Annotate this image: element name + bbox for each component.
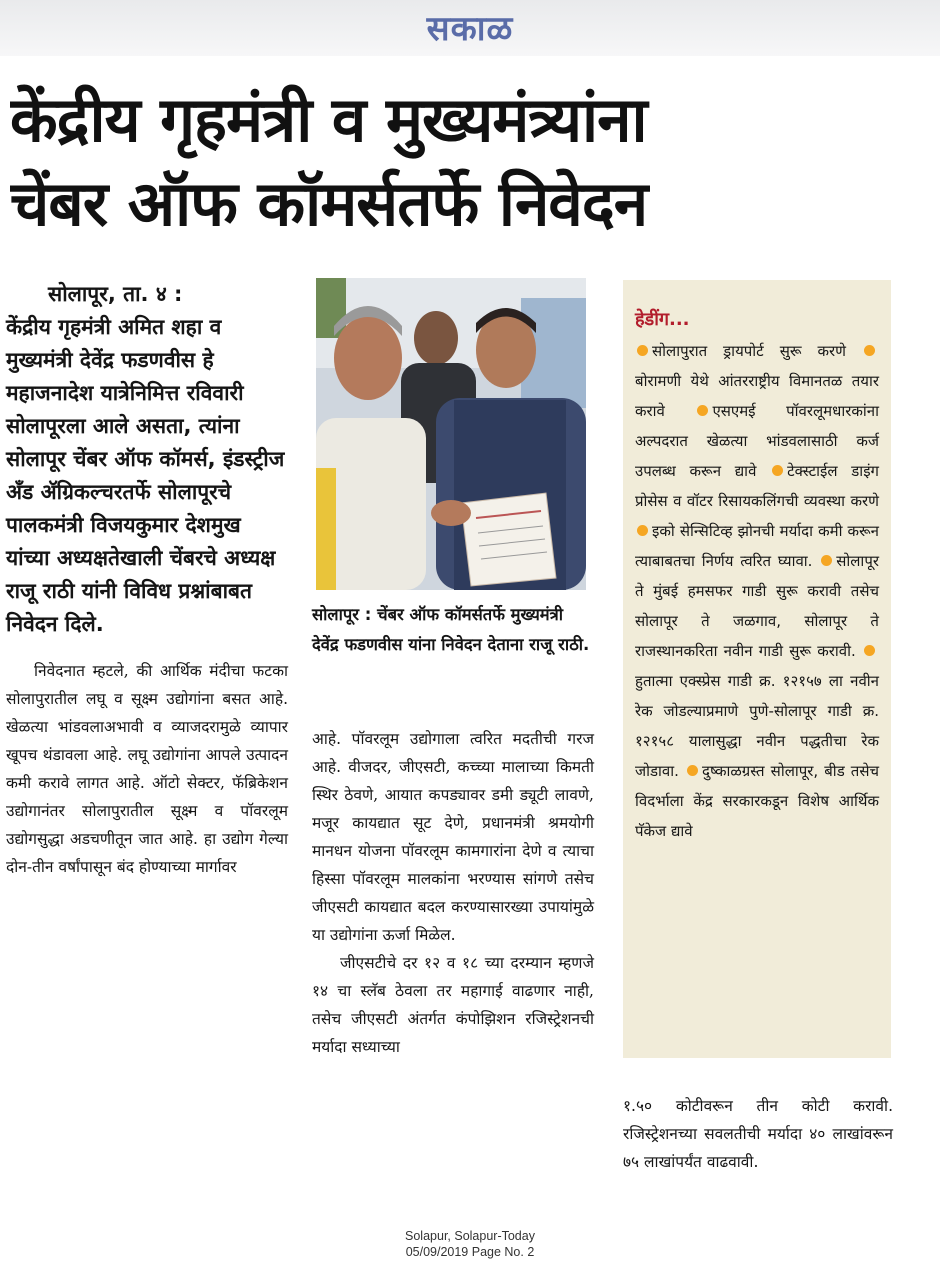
page-footer (0, 1228, 940, 1260)
footer-edition: Solapur, Solapur-Today (405, 1229, 535, 1243)
demands-box (623, 280, 891, 1058)
photo-illustration (316, 278, 586, 590)
bullet-dot-icon (687, 765, 698, 776)
bullet-dot-icon (821, 555, 832, 566)
newspaper-masthead: सकाळ (426, 9, 514, 49)
box-item: इको सेन्सिटिव्ह झोनची मर्यादा कमी करून त्याबाबतचा निर्णय त्वरित घ्यावा. (635, 522, 879, 570)
box-item: सोलापूर ते मुंबई हमसफर गाडी सुरू करावी तसेच सोलापूर ते जळगाव, सोलापूर ते राजस्थानकरिता नवीन गाडी सुरू करावी. (635, 552, 879, 660)
photo-caption: सोलापूर : चेंबर ऑफ कॉमर्सतर्फे मुख्यमंत्री देवेंद्र फडणवीस यांना निवेदन देताना राजू राठी. (312, 605, 590, 654)
lead-text: केंद्रीय गृहमंत्री अमित शहा व मुख्यमंत्री देवेंद्र फडणवीस हे महाजनादेश यात्रेनिमित्त रविवारी सोलापूरला आले असता, त्यांना सोलापूर चेंबर ऑफ कॉमर्स, इंडस्ट्रीज अँड ॲग्रिकल्चरतर्फे सोलापूरचे पालकमंत्री विजयकुमार देशमुख यांच्या अध्यक्षतेखाली चेंबरचे अध्यक्ष राजू राठी यांनी विविध प्रश्नांबाबत निवेदन दिले. (6, 315, 285, 636)
headline (10, 78, 930, 246)
news-photo (316, 278, 586, 590)
bullet-dot-icon (864, 345, 875, 356)
headline-line-2: चेंबर ऑफ कॉमर्सतर्फे निवेदन (10, 167, 648, 240)
box-item: दुष्काळग्रस्त सोलापूर, बीड तसेच विदर्भाला केंद्र सरकारकडून विशेष आर्थिक पॅकेज द्यावे (635, 762, 879, 840)
body-mid-paragraph-2: जीएसटीचे दर १२ व १८ च्या दरम्यान म्हणजे १४ चा स्लॅब ठेवला तर महागाई वाढणार नाही, तसेच जीएसटी अंतर्गत कंपोझिशन रजिस्ट्रेशनची मर्यादा सध्याच्या (312, 954, 594, 1056)
body-right-paragraph: १.५० कोटीवरून तीन कोटी करावी. रजिस्ट्रेशनच्या सवलतीची मर्यादा ४० लाखांवरून ७५ लाखांपर्यंत वाढवावी. (623, 1097, 893, 1171)
bullet-dot-icon (772, 465, 783, 476)
box-item: टेक्स्टाईल डाइंग प्रोसेस व वॉटर रिसायकलिंगची व्यवस्था करणे (635, 462, 879, 510)
body-left-paragraph: निवेदनात म्हटले, की आर्थिक मंदीचा फटका सोलापुरातील लघू व सूक्ष्म उद्योगांना बसत आहे. खेळत्या भांडवलाअभावी व व्याजदरामुळे व्यापार खूपच थंडावला आहे. लघू उद्योगांना आपले उत्पादन कमी करावे लागत आहे. ऑटो सेक्टर, फॅब्रिकेशन उद्योगानंतर सोलापुरातील सूक्ष्म व पॉवरलूम उद्योगसुद्धा अडचणीतून जात आहे. हा उद्योग गेल्या दोन-तीन वर्षांपासून बंद होण्याच्या मार्गावर (6, 662, 288, 876)
footer-date-page: 05/09/2019 Page No. 2 (405, 1245, 535, 1259)
box-item: सोलापुरात ड्रायपोर्ट सुरू करणे (652, 342, 846, 360)
box-item: बोरामणी येथे आंतरराष्ट्रीय विमानतळ तयार करावे (635, 372, 879, 420)
box-items (635, 336, 879, 846)
dateline: सोलापूर, ता. ४ : (48, 282, 183, 306)
bullet-dot-icon (864, 645, 875, 656)
left-column (6, 278, 288, 881)
bullet-dot-icon (697, 405, 708, 416)
body-mid-paragraph-1: आहे. पॉवरलूम उद्योगाला त्वरित मदतीची गरज आहे. वीजदर, जीएसटी, कच्च्या मालाच्या किमती स्थिर ठेवणे, आयात कपड्यावर डमी ड्यूटी लावणे, मजूर कायद्यात सूट देणे, प्रधानमंत्री श्रमयोगी मानधन योजना पॉवरलूम कामगारांना देणे व त्याचा हिस्सा पॉवरलूम मालकांना भरण्यास सांगणे तसेच जीएसटी कायद्यात बदल करण्यासारख्या उपायांमुळे या उद्योगांना ऊर्जा मिळेल. (312, 730, 594, 944)
bullet-dot-icon (637, 345, 648, 356)
box-heading: हेडींग... (635, 309, 690, 330)
headline-line-1: केंद्रीय गृहमंत्री व मुख्यमंत्र्यांना (10, 83, 647, 156)
right-column (623, 1092, 893, 1176)
box-item: हुतात्मा एक्स्प्रेस गाडी क्र. १२१५७ ला नवीन रेक जोडल्याप्रमाणे पुणे-सोलापूर गाडी क्र. १२१५८ यालासुद्धा नवीन पद्धतीचा रेक जोडावा. (635, 672, 879, 780)
lead-paragraph (6, 278, 288, 641)
bullet-dot-icon (637, 525, 648, 536)
middle-column (312, 725, 594, 1061)
box-item: एसएमई पॉवरलूमधारकांना अल्पदरात खेळत्या भांडवलासाठी कर्ज उपलब्ध करून द्यावे (635, 402, 879, 480)
